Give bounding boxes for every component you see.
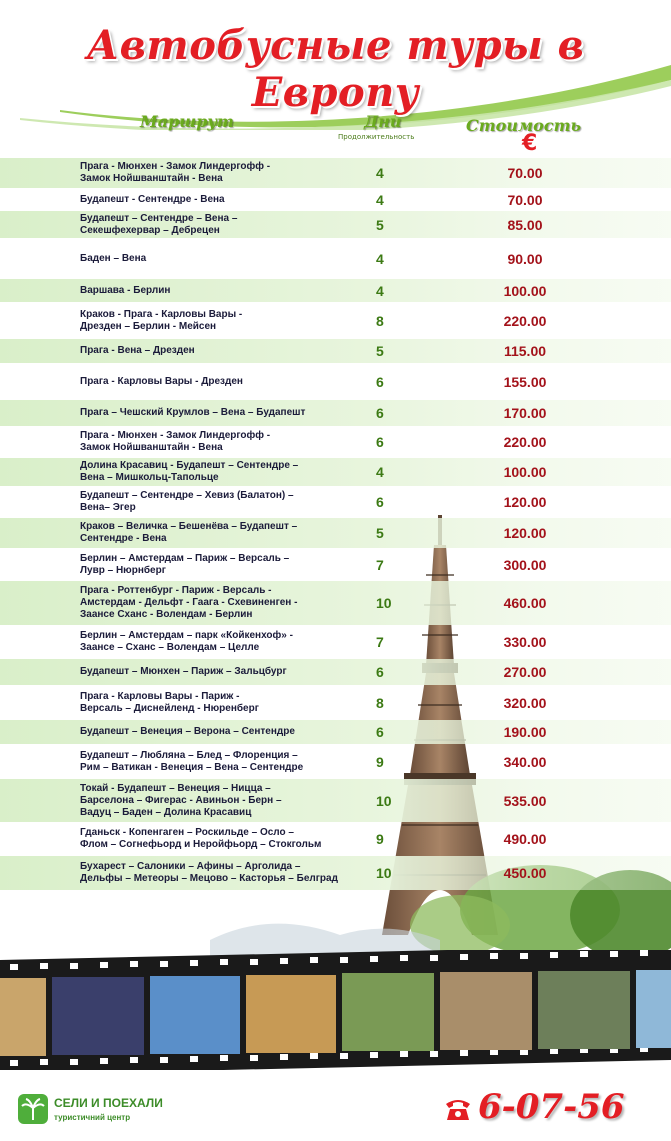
brand-subtitle: туристичний центр [54,1113,131,1122]
duration-subheader: Продолжительность [338,133,415,141]
tour-days: 7 [376,634,384,650]
tour-price: 460.00 [503,595,547,611]
tour-row [0,856,671,890]
tour-price: 190.00 [503,724,547,740]
tour-row [0,363,671,400]
tour-route: Прага - Карловы Вары - Париж - Версаль – Диснейленд - Нюренберг [80,690,259,714]
tour-price: 490.00 [503,831,547,847]
tour-row [0,188,671,211]
tour-price: 300.00 [503,556,547,573]
tour-route: Будапешт – Сентендре – Хевиз (Балатон) – Вена– Эгер [80,490,294,513]
tour-row [0,458,671,486]
phone-number[interactable]: 6-07-56 [478,1087,625,1127]
tour-row [0,548,671,581]
tour-days: 7 [376,556,384,573]
tour-price: 100.00 [503,464,547,480]
tour-route: Будапешт – Венеция – Верона – Сентендре [80,726,295,737]
tour-route: Токай - Будапешт – Венеция – Ницца – Барселона – Фигерас - Авиньон - Берн – Вадуц – Баден – Долина Красавиц [80,782,282,818]
tour-route: Прага - Мюнхен - Замок Линдергофф - Замок Нойшванштайн - Вена [80,430,271,453]
page-title: Автобусные туры в Европу [86,22,585,116]
tour-days: 6 [376,373,384,390]
tour-route: Краков - Прага - Карловы Вары - Дрезден – Берлин - Мейсен [80,308,243,332]
tour-days: 6 [376,724,384,740]
tour-row [0,659,671,685]
tour-route: Прага - Карловы Вары - Дрезден [80,375,243,387]
tour-row [0,279,671,302]
travel-photo-filmstrip [0,950,671,1070]
tour-row [0,822,671,856]
tour-row [0,158,671,188]
tour-price: 330.00 [503,634,547,650]
tour-price: 70.00 [507,191,543,208]
tour-price: 115.00 [503,343,547,359]
tour-route: Берлин – Амстердам – Париж – Версаль – Лувр – Нюрнберг [80,552,290,576]
tour-price: 170.00 [503,405,547,421]
tour-row [0,779,671,822]
tour-route: Будапешт – Любляна – Блед – Флоренция – Рим – Ватикан - Венеция – Вена – Сентендре [80,749,304,773]
tour-days: 10 [376,865,392,881]
tour-route: Прага – Чешский Крумлов – Вена – Будапешт [80,407,306,418]
tour-days: 4 [376,464,384,480]
tour-days: 5 [376,343,384,359]
tour-days: 9 [376,831,384,847]
tour-days: 9 [376,753,384,770]
tour-route: Берлин – Амстердам – парк «Койкенхоф» - Заансе – Сханс – Волендам – Целле [80,630,293,653]
tour-price: 120.00 [503,525,547,541]
tour-days: 4 [376,282,384,299]
tour-route: Будапешт - Сентендре - Вена [80,193,225,205]
tour-route: Краков – Величка – Бешенёва – Будапешт – Сентендре - Вена [80,521,298,544]
tour-route: Баден – Вена [80,252,147,264]
tour-days: 6 [376,405,384,421]
tour-days: 6 [376,664,384,680]
tour-row [0,720,671,744]
tour-route: Прага - Мюнхен - Замок Линдергофф - Замок Нойшванштайн - Вена [80,161,271,184]
tour-row [0,302,671,339]
euro-currency-sign: € [522,131,538,156]
route-column-header: Маршрут [140,112,234,131]
tour-route: Долина Красавиц - Будапешт – Сентендре – Вена – Мишкольц-Тапольце [80,460,299,483]
tour-price: 270.00 [503,664,547,680]
tour-price: 120.00 [503,494,547,510]
tour-row [0,238,671,279]
tour-price: 220.00 [503,312,547,329]
tour-route: Прага - Вена – Дрезден [80,345,195,356]
tour-row [0,518,671,548]
tour-row [0,581,671,625]
travel-palm-logo-icon [18,1094,48,1124]
tour-route: Прага - Роттенбург - Париж - Версаль - Амстердам - Дельфт - Гаага - Схевиненген - Заансе Сханс - Волендам - Берлин [80,585,298,620]
tour-row [0,400,671,426]
tour-row [0,685,671,720]
cost-column-header: Стоимость [466,116,582,135]
telephone-icon [443,1096,473,1122]
tour-route: Гданьск - Копенгаген – Роскильде – Осло – Флом – Согнефьорд и Неройфьорд – Стокгольм [80,827,322,850]
tour-days: 6 [376,434,384,450]
brand-name: СЕЛИ И ПОЕХАЛИ [54,1096,163,1110]
tour-price: 535.00 [503,792,547,809]
tour-row [0,486,671,518]
tour-days: 8 [376,312,384,329]
tour-price: 320.00 [503,694,547,711]
tour-days: 4 [376,250,384,267]
tour-row [0,339,671,363]
tour-days: 5 [376,525,384,541]
tour-price: 450.00 [503,865,547,881]
tour-price: 70.00 [507,165,543,181]
tour-route: Бухарест – Салоники – Афины – Арголида – Дельфы – Метеоры – Мецово – Касторья – Белград [80,861,338,884]
tour-route: Будапешт – Мюнхен – Париж – Зальцбург [80,666,287,677]
tour-days: 4 [376,165,384,181]
tour-route: Будапешт – Сентендре – Вена – Секешфехервар – Дебрецен [80,212,238,236]
days-column-header: Дни [364,112,402,131]
tour-row [0,625,671,659]
tour-price: 90.00 [507,250,543,267]
tour-price: 85.00 [507,216,543,233]
tour-price: 100.00 [503,282,547,299]
tour-days: 4 [376,191,384,208]
tour-price: 340.00 [503,753,547,770]
tour-price: 155.00 [503,373,547,390]
tour-route: Варшава - Берлин [80,284,171,296]
tour-days: 10 [376,792,392,809]
tour-row [0,744,671,779]
tour-days: 10 [376,595,392,611]
tour-days: 6 [376,494,384,510]
tour-price: 220.00 [503,434,547,450]
tour-days: 5 [376,216,384,233]
tour-days: 8 [376,694,384,711]
tour-row [0,426,671,458]
tour-row [0,211,671,238]
